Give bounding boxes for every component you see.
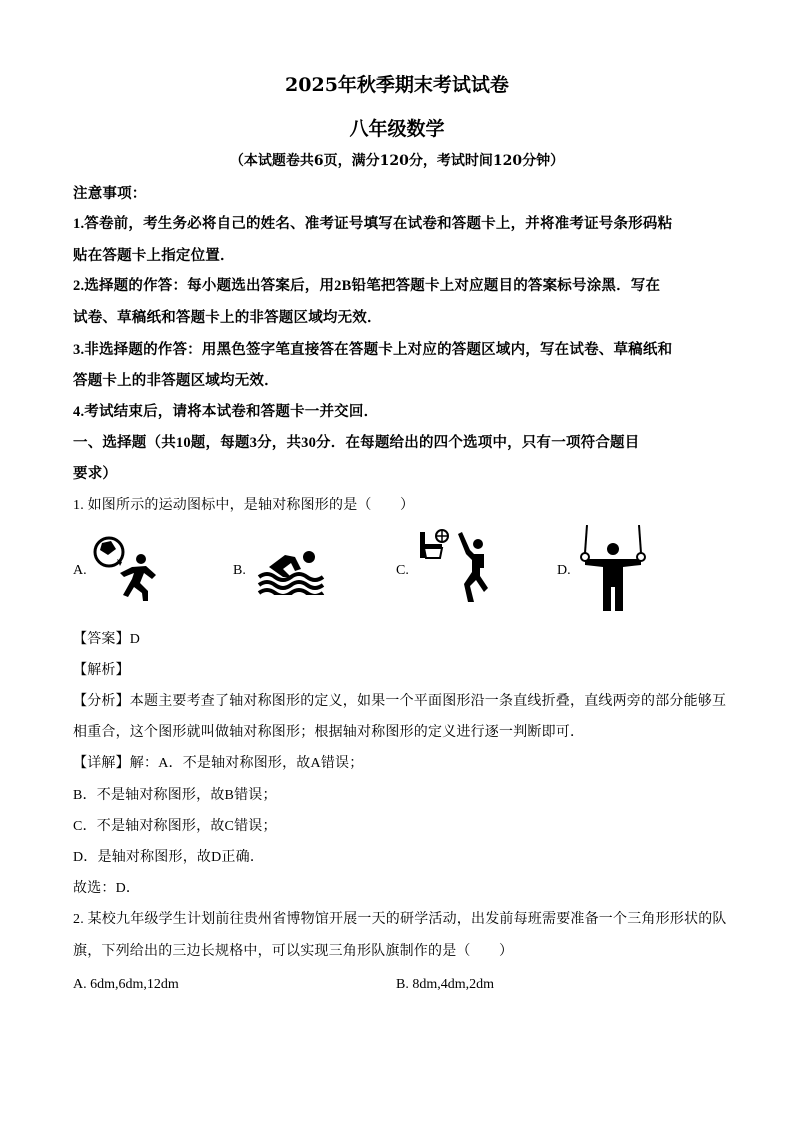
q2-option-a: A. 6dm,6dm,12dm <box>73 977 179 992</box>
q2-stem-line-2: 旗，下列给出的三边长规格中，可以实现三角形队旗制作的是（ ） <box>73 944 514 959</box>
q1-option-c-label: C. <box>396 563 409 578</box>
q1-stem: 1. 如图所示的运动图标中，是轴对称图形的是（ ） <box>73 498 415 513</box>
q1-analysis-line-1: 【分析】本题主要考查了轴对称图形的定义，如果一个平面图形沿一条直线折叠，直线两旁的部分能够互 <box>73 694 727 709</box>
q1-answer: 【答案】D <box>73 632 141 647</box>
q1-analysis-heading: 【解析】 <box>73 663 130 678</box>
notes-heading: 注意事项： <box>73 186 147 202</box>
q2-option-b: B. 8dm,4dm,2dm <box>396 977 495 992</box>
q1-option-d-label: D. <box>557 563 571 578</box>
q1-detail-line-4: D．是轴对称图形，故D正确． <box>73 850 265 865</box>
swimmer-icon <box>255 545 331 595</box>
q1-detail-line-1: 【详解】解：A．不是轴对称图形，故A错误； <box>73 756 364 771</box>
note-3-line-1: 3.非选择题的作答：用黑色签字笔直接答在答题卡上对应的答题区域内，写在试卷、草稿纸和 <box>73 342 673 358</box>
q1-option-b-label: B. <box>233 563 246 578</box>
soccer-player-icon <box>90 535 170 605</box>
q1-analysis-line-2: 相重合，这个图形就叫做轴对称图形；根据轴对称图形的定义进行逐一判断即可． <box>73 725 585 740</box>
q1-detail-line-2: B．不是轴对称图形，故B错误； <box>73 788 277 803</box>
gymnast-rings-icon <box>577 525 649 615</box>
exam-title: 2025年秋季期末考试试卷 <box>285 74 509 96</box>
note-1-line-1: 1.答卷前，考生务必将自己的姓名、准考证号填写在试卷和答题卡上，并将准考证号条形码粘 <box>73 216 673 232</box>
exam-info: （本试题卷共6页，满分120分，考试时间120分钟） <box>229 153 565 169</box>
note-2-line-2: 试卷、草稿纸和答题卡上的非答题区域均无效． <box>73 310 382 326</box>
exam-subject: 八年级数学 <box>349 118 445 140</box>
q2-stem-line-1: 2. 某校九年级学生计划前往贵州省博物馆开展一天的研学活动，出发前每班需要准备一个三角形形状的队 <box>73 912 727 927</box>
q1-choose: 故选：D． <box>73 881 141 896</box>
note-2-line-1: 2.选择题的作答：每小题选出答案后，用2B铅笔把答题卡上对应题目的答案标号涂黑．写在 <box>73 278 661 294</box>
section-1-heading-line-2: 要求） <box>73 466 118 482</box>
note-3-line-2: 答题卡上的非答题区域均无效． <box>73 373 279 389</box>
section-1-heading-line-1: 一、选择题（共10题，每题3分，共30分．在每题给出的四个选项中，只有一项符合题目 <box>73 435 640 451</box>
q1-detail-line-3: C．不是轴对称图形，故C错误； <box>73 819 277 834</box>
q1-option-a-label: A. <box>73 563 87 578</box>
basketball-player-icon <box>418 528 498 608</box>
note-1-line-2: 贴在答题卡上指定位置． <box>73 248 235 264</box>
note-4: 4.考试结束后，请将本试卷和答题卡一并交回． <box>73 404 379 420</box>
